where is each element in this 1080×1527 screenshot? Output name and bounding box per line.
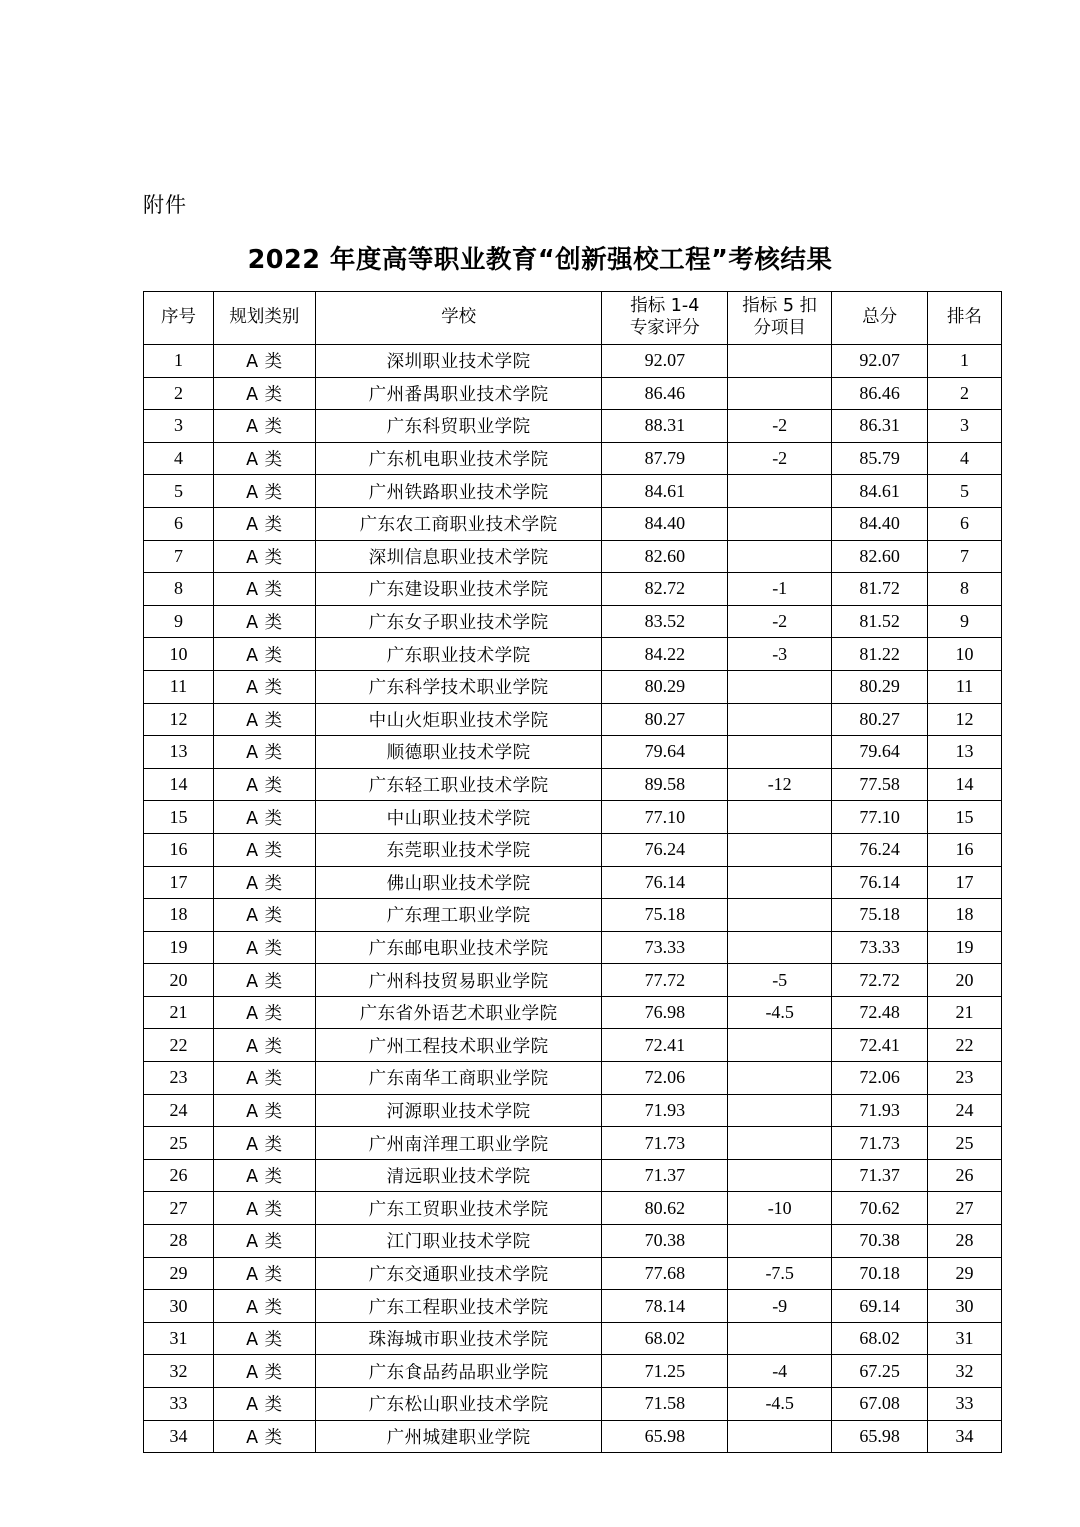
cell-idx: 27: [144, 1192, 214, 1225]
cell-school: 顺德职业技术学院: [315, 736, 602, 769]
cell-total: 65.98: [832, 1420, 928, 1453]
table-row: [144, 1029, 1002, 1062]
cell-total: 70.38: [832, 1225, 928, 1258]
cell-category: A 类: [213, 507, 315, 540]
table-row: [144, 736, 1002, 769]
cell-category: A 类: [213, 670, 315, 703]
cell-school: 广东轻工职业技术学院: [315, 768, 602, 801]
cell-total: 92.07: [832, 345, 928, 378]
cell-rank: 28: [928, 1225, 1002, 1258]
cell-idx: 34: [144, 1420, 214, 1453]
cell-rank: 2: [928, 377, 1002, 410]
cell-category: A 类: [213, 996, 315, 1029]
cell-school: 广东松山职业技术学院: [315, 1388, 602, 1421]
cell-school: 中山职业技术学院: [315, 801, 602, 834]
cell-rank: 17: [928, 866, 1002, 899]
cell-category: A 类: [213, 931, 315, 964]
table-column-header-line: 规划类别: [229, 307, 300, 328]
table-column-header-0: [144, 292, 214, 345]
cell-deduction: [728, 833, 832, 866]
cell-total: 84.40: [832, 507, 928, 540]
cell-total: 81.52: [832, 605, 928, 638]
cell-school: 清远职业技术学院: [315, 1159, 602, 1192]
table-column-header-6: [928, 292, 1002, 345]
cell-deduction: [728, 1322, 832, 1355]
cell-rank: 32: [928, 1355, 1002, 1388]
cell-deduction: -5: [728, 964, 832, 997]
cell-deduction: -2: [728, 442, 832, 475]
cell-category: A 类: [213, 866, 315, 899]
cell-total: 79.64: [832, 736, 928, 769]
cell-total: 80.27: [832, 703, 928, 736]
cell-category: A 类: [213, 736, 315, 769]
cell-total: 81.22: [832, 638, 928, 671]
cell-idx: 17: [144, 866, 214, 899]
cell-rank: 19: [928, 931, 1002, 964]
cell-deduction: [728, 1062, 832, 1095]
cell-expert: 78.14: [602, 1290, 728, 1323]
cell-idx: 30: [144, 1290, 214, 1323]
cell-idx: 31: [144, 1322, 214, 1355]
cell-deduction: [728, 345, 832, 378]
cell-rank: 13: [928, 736, 1002, 769]
cell-total: 70.62: [832, 1192, 928, 1225]
cell-deduction: [728, 507, 832, 540]
table-row: [144, 996, 1002, 1029]
cell-idx: 7: [144, 540, 214, 573]
table-row: [144, 703, 1002, 736]
cell-deduction: -2: [728, 605, 832, 638]
cell-category: A 类: [213, 833, 315, 866]
cell-idx: 26: [144, 1159, 214, 1192]
cell-idx: 22: [144, 1029, 214, 1062]
table-row: [144, 1257, 1002, 1290]
cell-idx: 9: [144, 605, 214, 638]
table-row: [144, 833, 1002, 866]
cell-idx: 1: [144, 345, 214, 378]
table-column-header-3: [602, 292, 728, 345]
cell-idx: 8: [144, 573, 214, 606]
cell-school: 广东食品药品职业学院: [315, 1355, 602, 1388]
cell-rank: 8: [928, 573, 1002, 606]
cell-idx: 10: [144, 638, 214, 671]
cell-deduction: -10: [728, 1192, 832, 1225]
cell-school: 广州南洋理工职业学院: [315, 1127, 602, 1160]
cell-rank: 3: [928, 410, 1002, 443]
cell-idx: 19: [144, 931, 214, 964]
results-table: [143, 291, 1002, 1453]
cell-category: A 类: [213, 605, 315, 638]
cell-expert: 83.52: [602, 605, 728, 638]
table-row: [144, 1094, 1002, 1127]
cell-deduction: [728, 1420, 832, 1453]
cell-category: A 类: [213, 1127, 315, 1160]
cell-school: 广东交通职业技术学院: [315, 1257, 602, 1290]
table-row: [144, 1225, 1002, 1258]
cell-total: 73.33: [832, 931, 928, 964]
cell-expert: 75.18: [602, 899, 728, 932]
cell-rank: 24: [928, 1094, 1002, 1127]
cell-idx: 20: [144, 964, 214, 997]
cell-expert: 72.41: [602, 1029, 728, 1062]
cell-deduction: -3: [728, 638, 832, 671]
cell-total: 68.02: [832, 1322, 928, 1355]
cell-deduction: [728, 736, 832, 769]
cell-idx: 18: [144, 899, 214, 932]
cell-school: 广东建设职业技术学院: [315, 573, 602, 606]
cell-expert: 73.33: [602, 931, 728, 964]
cell-expert: 80.62: [602, 1192, 728, 1225]
table-row: [144, 605, 1002, 638]
cell-school: 广州城建职业学院: [315, 1420, 602, 1453]
table-column-header-line: 指标 1-4: [630, 296, 700, 317]
cell-total: 84.61: [832, 475, 928, 508]
cell-deduction: [728, 931, 832, 964]
table-row: [144, 573, 1002, 606]
cell-expert: 92.07: [602, 345, 728, 378]
cell-deduction: [728, 1094, 832, 1127]
table-row: [144, 964, 1002, 997]
cell-category: A 类: [213, 442, 315, 475]
cell-idx: 28: [144, 1225, 214, 1258]
table-row: [144, 670, 1002, 703]
cell-total: 72.72: [832, 964, 928, 997]
cell-rank: 10: [928, 638, 1002, 671]
cell-school: 广东农工商职业技术学院: [315, 507, 602, 540]
table-header-row: [144, 292, 1002, 345]
cell-expert: 68.02: [602, 1322, 728, 1355]
cell-idx: 2: [144, 377, 214, 410]
cell-expert: 88.31: [602, 410, 728, 443]
cell-rank: 20: [928, 964, 1002, 997]
cell-rank: 9: [928, 605, 1002, 638]
cell-rank: 33: [928, 1388, 1002, 1421]
cell-deduction: [728, 1159, 832, 1192]
cell-category: A 类: [213, 410, 315, 443]
cell-rank: 29: [928, 1257, 1002, 1290]
cell-total: 72.41: [832, 1029, 928, 1062]
cell-deduction: [728, 899, 832, 932]
cell-deduction: -7.5: [728, 1257, 832, 1290]
table-header: [144, 292, 1002, 345]
cell-category: A 类: [213, 638, 315, 671]
cell-school: 江门职业技术学院: [315, 1225, 602, 1258]
cell-expert: 84.22: [602, 638, 728, 671]
table-row: [144, 1290, 1002, 1323]
cell-rank: 21: [928, 996, 1002, 1029]
cell-deduction: -4.5: [728, 996, 832, 1029]
cell-school: 广东工程职业技术学院: [315, 1290, 602, 1323]
cell-idx: 24: [144, 1094, 214, 1127]
cell-total: 71.73: [832, 1127, 928, 1160]
table-column-header-line: 指标 5 扣: [742, 296, 818, 317]
table-row: [144, 1420, 1002, 1453]
cell-deduction: [728, 801, 832, 834]
cell-total: 70.18: [832, 1257, 928, 1290]
table-column-header-line: 序号: [160, 307, 196, 328]
cell-total: 82.60: [832, 540, 928, 573]
cell-idx: 29: [144, 1257, 214, 1290]
cell-idx: 14: [144, 768, 214, 801]
table-row: [144, 1322, 1002, 1355]
cell-expert: 76.98: [602, 996, 728, 1029]
cell-expert: 71.93: [602, 1094, 728, 1127]
cell-expert: 77.68: [602, 1257, 728, 1290]
cell-total: 80.29: [832, 670, 928, 703]
cell-idx: 15: [144, 801, 214, 834]
cell-deduction: -9: [728, 1290, 832, 1323]
cell-rank: 5: [928, 475, 1002, 508]
table-column-header-2: [315, 292, 602, 345]
cell-expert: 82.60: [602, 540, 728, 573]
cell-school: 广东工贸职业技术学院: [315, 1192, 602, 1225]
cell-school: 广东职业技术学院: [315, 638, 602, 671]
table-column-header-4: [728, 292, 832, 345]
cell-school: 广东邮电职业技术学院: [315, 931, 602, 964]
cell-category: A 类: [213, 899, 315, 932]
cell-category: A 类: [213, 768, 315, 801]
cell-expert: 71.25: [602, 1355, 728, 1388]
cell-idx: 11: [144, 670, 214, 703]
table-row: [144, 768, 1002, 801]
cell-school: 中山火炬职业技术学院: [315, 703, 602, 736]
cell-school: 广东女子职业技术学院: [315, 605, 602, 638]
cell-expert: 84.40: [602, 507, 728, 540]
cell-expert: 72.06: [602, 1062, 728, 1095]
cell-school: 河源职业技术学院: [315, 1094, 602, 1127]
cell-total: 77.58: [832, 768, 928, 801]
cell-category: A 类: [213, 540, 315, 573]
cell-expert: 71.37: [602, 1159, 728, 1192]
cell-expert: 80.29: [602, 670, 728, 703]
cell-school: 珠海城市职业技术学院: [315, 1322, 602, 1355]
cell-category: A 类: [213, 1290, 315, 1323]
cell-rank: 4: [928, 442, 1002, 475]
cell-total: 77.10: [832, 801, 928, 834]
cell-rank: 22: [928, 1029, 1002, 1062]
cell-rank: 31: [928, 1322, 1002, 1355]
cell-rank: 16: [928, 833, 1002, 866]
cell-deduction: [728, 475, 832, 508]
cell-school: 广东理工职业学院: [315, 899, 602, 932]
cell-school: 广东科学技术职业学院: [315, 670, 602, 703]
cell-expert: 71.73: [602, 1127, 728, 1160]
cell-expert: 84.61: [602, 475, 728, 508]
cell-total: 67.08: [832, 1388, 928, 1421]
cell-expert: 79.64: [602, 736, 728, 769]
cell-category: A 类: [213, 1029, 315, 1062]
cell-expert: 89.58: [602, 768, 728, 801]
cell-category: A 类: [213, 1192, 315, 1225]
cell-school: 深圳信息职业技术学院: [315, 540, 602, 573]
cell-total: 69.14: [832, 1290, 928, 1323]
table-row: [144, 1355, 1002, 1388]
cell-idx: 33: [144, 1388, 214, 1421]
cell-expert: 87.79: [602, 442, 728, 475]
cell-category: A 类: [213, 1094, 315, 1127]
table-row: [144, 1159, 1002, 1192]
cell-idx: 32: [144, 1355, 214, 1388]
table-row: [144, 540, 1002, 573]
cell-rank: 7: [928, 540, 1002, 573]
cell-idx: 13: [144, 736, 214, 769]
cell-deduction: [728, 540, 832, 573]
table-row: [144, 410, 1002, 443]
cell-deduction: -2: [728, 410, 832, 443]
cell-school: 广东省外语艺术职业学院: [315, 996, 602, 1029]
cell-school: 广东机电职业技术学院: [315, 442, 602, 475]
cell-idx: 4: [144, 442, 214, 475]
cell-rank: 23: [928, 1062, 1002, 1095]
cell-rank: 11: [928, 670, 1002, 703]
cell-expert: 82.72: [602, 573, 728, 606]
cell-rank: 25: [928, 1127, 1002, 1160]
cell-total: 76.24: [832, 833, 928, 866]
cell-deduction: -12: [728, 768, 832, 801]
cell-category: A 类: [213, 964, 315, 997]
table-row: [144, 507, 1002, 540]
page-title: 2022 年度高等职业教育“创新强校工程”考核结果: [247, 245, 833, 275]
cell-school: 广州工程技术职业学院: [315, 1029, 602, 1062]
cell-rank: 1: [928, 345, 1002, 378]
cell-idx: 12: [144, 703, 214, 736]
cell-category: A 类: [213, 475, 315, 508]
cell-school: 东莞职业技术学院: [315, 833, 602, 866]
cell-category: A 类: [213, 1420, 315, 1453]
attachment-label: 附件: [143, 193, 187, 217]
cell-total: 67.25: [832, 1355, 928, 1388]
table-row: [144, 801, 1002, 834]
table-column-header-line: 学校: [441, 307, 477, 328]
cell-expert: 71.58: [602, 1388, 728, 1421]
table-row: [144, 899, 1002, 932]
table-row: [144, 931, 1002, 964]
cell-expert: 77.10: [602, 801, 728, 834]
cell-expert: 76.24: [602, 833, 728, 866]
cell-idx: 23: [144, 1062, 214, 1095]
cell-total: 86.46: [832, 377, 928, 410]
table-row: [144, 442, 1002, 475]
cell-idx: 21: [144, 996, 214, 1029]
cell-total: 71.93: [832, 1094, 928, 1127]
table-row: [144, 1388, 1002, 1421]
cell-expert: 80.27: [602, 703, 728, 736]
cell-deduction: -4: [728, 1355, 832, 1388]
cell-category: A 类: [213, 703, 315, 736]
table-row: [144, 638, 1002, 671]
cell-category: A 类: [213, 801, 315, 834]
cell-deduction: [728, 1029, 832, 1062]
cell-rank: 12: [928, 703, 1002, 736]
cell-school: 广州科技贸易职业学院: [315, 964, 602, 997]
cell-rank: 6: [928, 507, 1002, 540]
cell-category: A 类: [213, 1355, 315, 1388]
cell-rank: 14: [928, 768, 1002, 801]
table-row: [144, 1127, 1002, 1160]
cell-deduction: [728, 1225, 832, 1258]
cell-deduction: [728, 377, 832, 410]
table-row: [144, 345, 1002, 378]
table-column-header-line: 总分: [862, 307, 898, 328]
cell-total: 76.14: [832, 866, 928, 899]
cell-school: 广州铁路职业技术学院: [315, 475, 602, 508]
cell-school: 佛山职业技术学院: [315, 866, 602, 899]
cell-category: A 类: [213, 1062, 315, 1095]
cell-rank: 15: [928, 801, 1002, 834]
cell-rank: 26: [928, 1159, 1002, 1192]
cell-deduction: [728, 670, 832, 703]
cell-total: 86.31: [832, 410, 928, 443]
table-row: [144, 1062, 1002, 1095]
cell-category: A 类: [213, 1257, 315, 1290]
cell-school: 广州番禺职业技术学院: [315, 377, 602, 410]
cell-category: A 类: [213, 1225, 315, 1258]
cell-school: 深圳职业技术学院: [315, 345, 602, 378]
cell-idx: 3: [144, 410, 214, 443]
cell-idx: 16: [144, 833, 214, 866]
cell-category: A 类: [213, 1388, 315, 1421]
cell-category: A 类: [213, 377, 315, 410]
cell-idx: 25: [144, 1127, 214, 1160]
cell-category: A 类: [213, 573, 315, 606]
cell-deduction: [728, 1127, 832, 1160]
cell-deduction: -1: [728, 573, 832, 606]
cell-rank: 18: [928, 899, 1002, 932]
cell-total: 85.79: [832, 442, 928, 475]
table-row: [144, 1192, 1002, 1225]
cell-total: 71.37: [832, 1159, 928, 1192]
table-row: [144, 475, 1002, 508]
cell-expert: 70.38: [602, 1225, 728, 1258]
cell-expert: 77.72: [602, 964, 728, 997]
cell-rank: 34: [928, 1420, 1002, 1453]
cell-school: 广东南华工商职业学院: [315, 1062, 602, 1095]
table-body: [144, 345, 1002, 1453]
cell-expert: 76.14: [602, 866, 728, 899]
cell-deduction: [728, 703, 832, 736]
cell-idx: 5: [144, 475, 214, 508]
cell-total: 72.06: [832, 1062, 928, 1095]
cell-school: 广东科贸职业学院: [315, 410, 602, 443]
cell-rank: 30: [928, 1290, 1002, 1323]
cell-category: A 类: [213, 1322, 315, 1355]
cell-expert: 86.46: [602, 377, 728, 410]
cell-rank: 27: [928, 1192, 1002, 1225]
cell-idx: 6: [144, 507, 214, 540]
cell-total: 81.72: [832, 573, 928, 606]
cell-expert: 65.98: [602, 1420, 728, 1453]
table-column-header-line: 排名: [947, 307, 983, 328]
cell-total: 72.48: [832, 996, 928, 1029]
cell-deduction: [728, 866, 832, 899]
table-column-header-1: [213, 292, 315, 345]
table-column-header-line: 专家评分: [629, 318, 700, 338]
cell-category: A 类: [213, 345, 315, 378]
table-column-header-5: [832, 292, 928, 345]
table-column-header-line: 分项目: [753, 318, 806, 338]
cell-category: A 类: [213, 1159, 315, 1192]
table-row: [144, 377, 1002, 410]
table-row: [144, 866, 1002, 899]
cell-deduction: -4.5: [728, 1388, 832, 1421]
cell-total: 75.18: [832, 899, 928, 932]
